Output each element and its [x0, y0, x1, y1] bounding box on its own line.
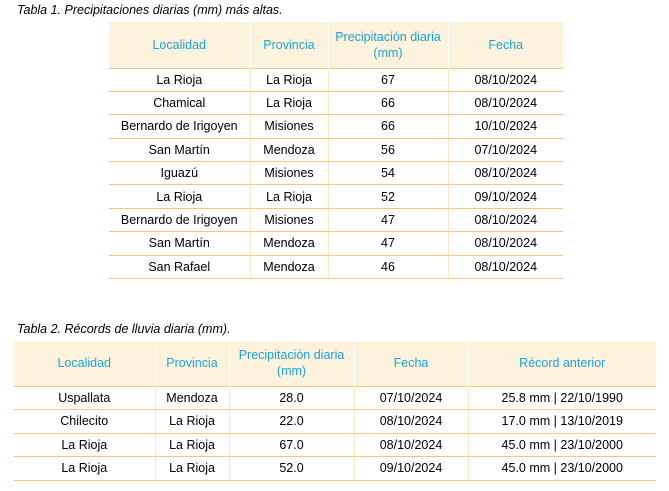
table-cell-fecha: 08/10/2024 [354, 433, 468, 457]
table-row [109, 162, 563, 185]
table-cell-record-anterior: 25.8 mm | 22/10/1990 [468, 386, 656, 410]
table-cell-fecha: 08/10/2024 [448, 91, 563, 114]
table-cell-provincia: Mendoza [155, 386, 229, 410]
table-cell-localidad: Bernardo de Irigoyen [109, 115, 250, 138]
table-cell-fecha: 09/10/2024 [354, 457, 468, 481]
table-row [109, 115, 563, 138]
table-cell-precipitacion-diaria-mm: 66 [328, 115, 448, 138]
table-cell-provincia: La Rioja [155, 457, 229, 481]
table1-header-provincia: Provincia [250, 22, 328, 68]
table-cell-provincia: Mendoza [250, 232, 328, 255]
table-cell-localidad: Chamical [109, 91, 250, 114]
table-cell-provincia: La Rioja [250, 91, 328, 114]
table-cell-fecha: 10/10/2024 [448, 115, 563, 138]
table-cell-localidad: La Rioja [109, 68, 250, 91]
table-row [14, 386, 656, 410]
table-cell-precipitacion-diaria-mm: 52 [328, 185, 448, 208]
table-cell-precipitacion-diaria-mm: 47 [328, 208, 448, 231]
table-cell-localidad: San Rafael [109, 255, 250, 278]
table2-header-provincia: Provincia [155, 341, 229, 386]
table-cell-precipitacion-diaria-mm: 52.0 [229, 457, 354, 481]
table-cell-record-anterior: 17.0 mm | 13/10/2019 [468, 410, 656, 434]
table-cell-provincia: Misiones [250, 208, 328, 231]
table-row [14, 433, 656, 457]
table2-caption: Tabla 2. Récords de lluvia diaria (mm). [17, 322, 231, 336]
table1-caption: Tabla 1. Precipitaciones diarias (mm) más altas. [17, 3, 283, 17]
table2-header-record-anterior: Récord anterior [468, 341, 656, 386]
table-row [14, 457, 656, 481]
table-cell-localidad: San Martín [109, 232, 250, 255]
table-cell-localidad: La Rioja [14, 457, 155, 481]
table-cell-provincia: La Rioja [155, 410, 229, 434]
table-cell-provincia: Mendoza [250, 255, 328, 278]
table1-header-localidad: Localidad [109, 22, 250, 68]
table-row [109, 138, 563, 161]
table-cell-fecha: 08/10/2024 [448, 255, 563, 278]
table-row [14, 410, 656, 434]
table-cell-localidad: San Martín [109, 138, 250, 161]
table-cell-fecha: 08/10/2024 [354, 410, 468, 434]
table-cell-fecha: 08/10/2024 [448, 162, 563, 185]
table1-header-precipitacion-diaria-mm: Precipitación diaria (mm) [328, 22, 448, 68]
table1-header-row [109, 22, 563, 68]
table-cell-precipitacion-diaria-mm: 28.0 [229, 386, 354, 410]
table-row [109, 255, 563, 278]
table-cell-precipitacion-diaria-mm: 47 [328, 232, 448, 255]
table-cell-localidad: Bernardo de Irigoyen [109, 208, 250, 231]
table-cell-provincia: La Rioja [250, 185, 328, 208]
table-cell-fecha: 08/10/2024 [448, 208, 563, 231]
table-cell-precipitacion-diaria-mm: 67.0 [229, 433, 354, 457]
table-row [109, 91, 563, 114]
table-row [109, 208, 563, 231]
table-cell-localidad: La Rioja [14, 433, 155, 457]
table-cell-precipitacion-diaria-mm: 54 [328, 162, 448, 185]
table-cell-localidad: Uspallata [14, 386, 155, 410]
table-cell-provincia: Misiones [250, 115, 328, 138]
table2-header-row [14, 341, 656, 386]
table-cell-precipitacion-diaria-mm: 67 [328, 68, 448, 91]
table-cell-fecha: 09/10/2024 [448, 185, 563, 208]
table-cell-provincia: La Rioja [250, 68, 328, 91]
table-row [109, 68, 563, 91]
table-cell-localidad: Chilecito [14, 410, 155, 434]
table-cell-record-anterior: 45.0 mm | 23/10/2000 [468, 457, 656, 481]
table-cell-fecha: 08/10/2024 [448, 68, 563, 91]
table-cell-localidad: Iguazú [109, 162, 250, 185]
table-row [109, 232, 563, 255]
precipitation-table [109, 22, 563, 279]
table-cell-precipitacion-diaria-mm: 46 [328, 255, 448, 278]
records-table [14, 341, 656, 481]
table-cell-record-anterior: 45.0 mm | 23/10/2000 [468, 433, 656, 457]
table-cell-provincia: Misiones [250, 162, 328, 185]
table-row [109, 185, 563, 208]
table-cell-fecha: 07/10/2024 [448, 138, 563, 161]
table-cell-precipitacion-diaria-mm: 22.0 [229, 410, 354, 434]
table2-header-fecha: Fecha [354, 341, 468, 386]
table-cell-precipitacion-diaria-mm: 66 [328, 91, 448, 114]
table-cell-provincia: Mendoza [250, 138, 328, 161]
table2-header-localidad: Localidad [14, 341, 155, 386]
table-cell-provincia: La Rioja [155, 433, 229, 457]
table-cell-localidad: La Rioja [109, 185, 250, 208]
table1-header-fecha: Fecha [448, 22, 563, 68]
table-cell-fecha: 07/10/2024 [354, 386, 468, 410]
table-cell-precipitacion-diaria-mm: 56 [328, 138, 448, 161]
table-cell-fecha: 08/10/2024 [448, 232, 563, 255]
table2-header-precipitacion-diaria-mm: Precipitación diaria (mm) [229, 341, 354, 386]
